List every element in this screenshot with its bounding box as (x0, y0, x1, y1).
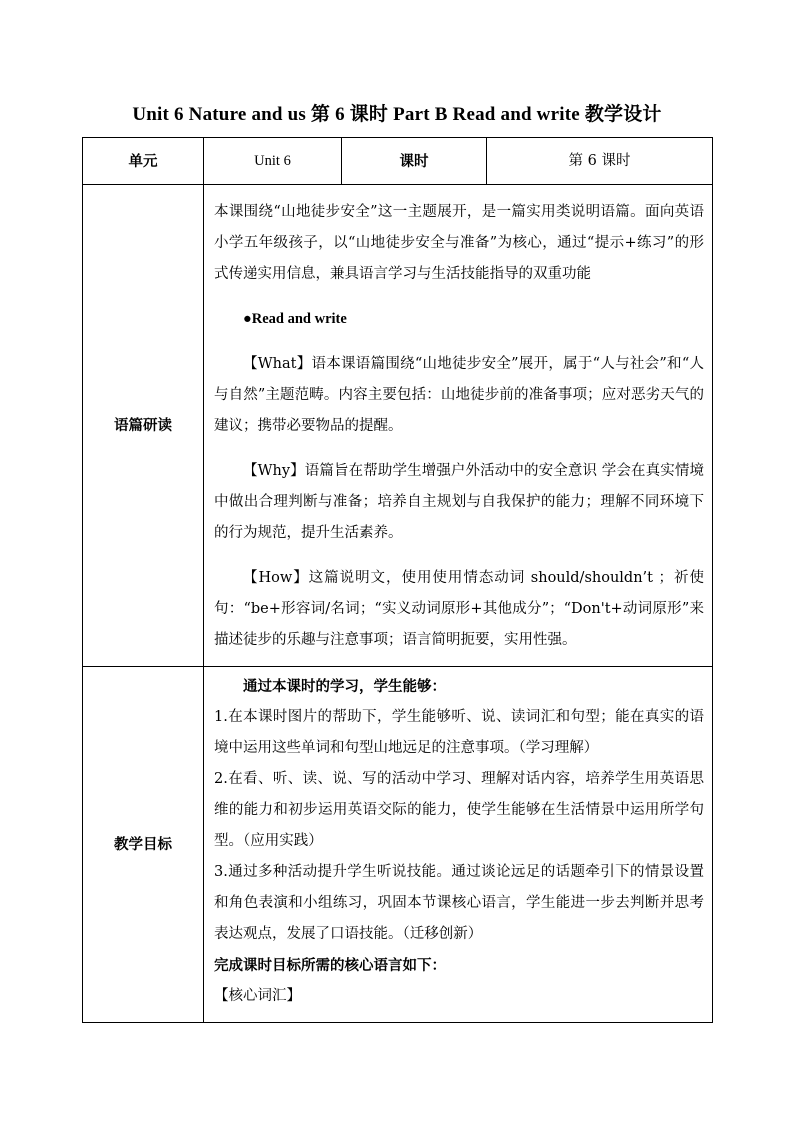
objective-item-1: 1.在本课时图片的帮助下，学生能够听、说、读词汇和句型；能在真实的语境中运用这些单词和句型山地远足的注意事项。（学习理解） (214, 709, 704, 756)
objective-item-2: 2.在看、听、读、说、写的活动中学习、理解对话内容，培养学生用英语思维的能力和初步运用英语交际的能力，使学生能够在生活情景中运用所学句型。（应用实践） (214, 771, 704, 849)
period-value: 第 6 课时 (487, 138, 713, 185)
text-study-label: 语篇研读 (83, 185, 204, 667)
why-paragraph: 【Why】语篇旨在帮助学生增强户外活动中的安全意识 学会在真实情境中做出合理判断与准备；培养自主规划与自我保护的能力；理解不同环境下的行为规范，提升生活素养。 (214, 463, 704, 541)
period-label: 课时 (342, 138, 487, 185)
how-paragraph: 【How】这篇说明文，使用使用情态动词 should/shouldn’t ；祈使句：“be+形容词/名词；“实义动词原形+其他成分”；“Don't+动词原形”来描述徒步的乐趣与注意事项；语言简明扼要，实用性强。 (214, 570, 704, 648)
unit-label: 单元 (83, 138, 204, 185)
document-title: Unit 6 Nature and us 第 6 课时 Part B Read and write 教学设计 (132, 104, 662, 125)
read-and-write-heading: ●Read and write (243, 311, 347, 327)
objectives-content (204, 667, 713, 1023)
core-vocab-heading: 【核心词汇】 (214, 988, 301, 1004)
objectives-lead: 通过本课时的学习，学生能够： (243, 678, 446, 695)
objective-item-3: 3.通过多种活动提升学生听说技能。通过谈论远足的话题牵引下的情景设置和角色表演和小组练习，巩固本节课核心语言，学生能进一步去判断并思考表达观点，发展了口语技能。（迁移创新） (214, 864, 704, 942)
header-row (83, 138, 713, 185)
text-study-intro: 本课围绕“山地徒步安全”这一主题展开，是一篇实用类说明语篇。面向英语小学五年级孩子，以“山地徒步安全与准备”为核心，通过“提示+练习”的形式传递实用信息，兼具语言学习与生活技能指导的双重功能 (214, 204, 704, 282)
text-study-content (204, 185, 713, 667)
core-language-heading: 完成课时目标所需的核心语言如下： (214, 957, 446, 974)
objectives-row (83, 667, 713, 1023)
unit-value: Unit 6 (204, 138, 342, 185)
lesson-plan-table (82, 137, 713, 1023)
objectives-label: 教学目标 (83, 667, 204, 1023)
what-paragraph: 【What】语本课语篇围绕“山地徒步安全”展开，属于“人与社会”和“人与自然”主题范畴。内容主要包括：山地徒步前的准备事项；应对恶劣天气的建议；携带必要物品的提醒。 (214, 356, 704, 434)
text-study-row (83, 185, 713, 667)
